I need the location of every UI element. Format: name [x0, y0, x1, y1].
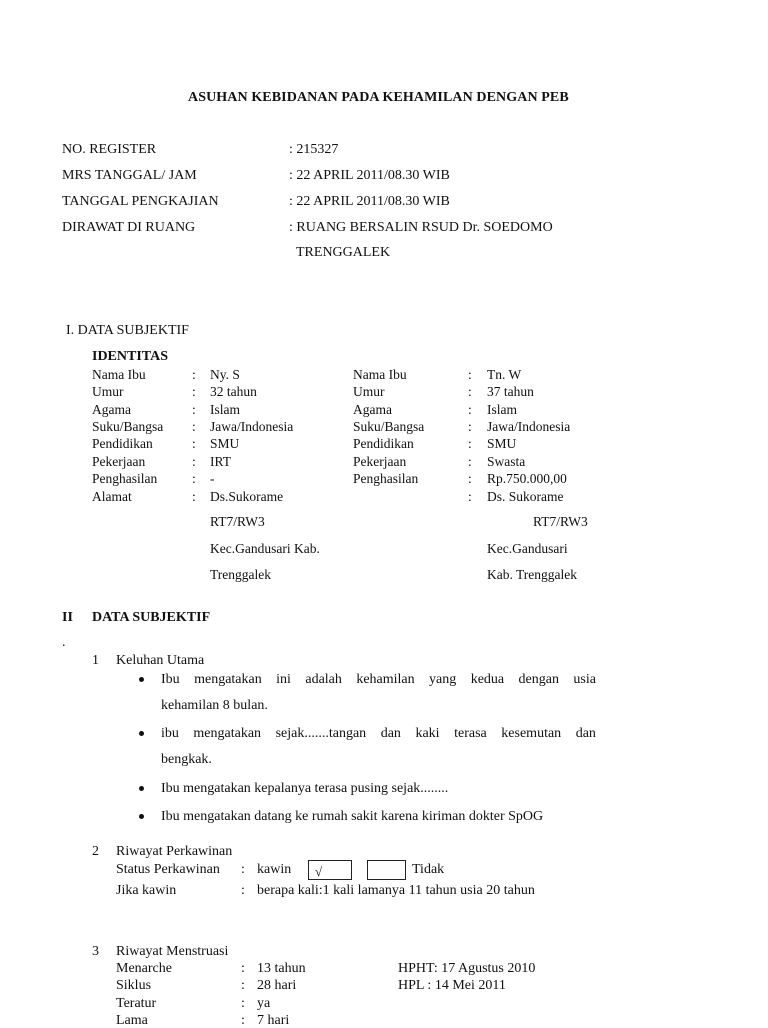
menstruasi-row-label: Siklus [116, 978, 152, 993]
keluhan-bullet1-line1 [161, 673, 596, 687]
id-left-colon: : [192, 454, 196, 469]
document-title: ASUHAN KEBIDANAN PADA KEHAMILAN DENGAN PEB [188, 90, 569, 105]
word: dengan [518, 672, 559, 687]
field-value-ruang: : RUANG BERSALIN RSUD Dr. SOEDOMO [289, 220, 553, 235]
word: adalah [305, 672, 342, 687]
hpht-value: HPHT: 17 Agustus 2010 [398, 961, 536, 976]
section2-heading: DATA SUBJEKTIF [92, 610, 211, 625]
word: ibu [161, 726, 179, 741]
id-right-colon: : [468, 489, 472, 504]
id-left-colon: : [192, 489, 196, 504]
word: dan [380, 726, 401, 741]
id-right-colon: : [468, 367, 472, 382]
id-left-value: Ds.Sukorame [210, 489, 284, 504]
id-right-label: Umur [353, 384, 385, 399]
id-right-address-line: Kab. Trenggalek [487, 567, 577, 582]
id-right-value: Tn. W [487, 367, 522, 382]
id-right-colon: : [468, 436, 472, 451]
stray-mark: . [62, 635, 66, 650]
check-icon: √ [315, 864, 323, 879]
id-right-colon: : [468, 471, 472, 486]
id-right-label: Pendidikan [353, 436, 414, 451]
perkawinan-label: Riwayat Perkawinan [116, 844, 233, 859]
id-left-label: Umur [92, 384, 124, 399]
menstruasi-row-label: Teratur [116, 996, 157, 1011]
id-left-colon: : [192, 436, 196, 451]
word: kaki [415, 726, 440, 741]
id-left-label: Suku/Bangsa [92, 419, 164, 434]
id-left-address-line: RT7/RW3 [210, 514, 265, 529]
id-right-label: Agama [353, 402, 392, 417]
id-left-value: Jawa/Indonesia [210, 419, 294, 434]
menstruasi-row-colon: : [241, 1013, 245, 1028]
word: mengatakan [193, 726, 262, 741]
menstruasi-row-colon: : [241, 996, 245, 1011]
bullet-icon [139, 677, 144, 682]
word: usia [573, 672, 596, 687]
id-right-colon: : [468, 419, 472, 434]
id-left-colon: : [192, 384, 196, 399]
id-right-value: Ds. Sukorame [487, 489, 564, 504]
id-right-value: Swasta [487, 454, 526, 469]
hpl-value: HPL : 14 Mei 2011 [398, 978, 506, 993]
section2-number: II [62, 610, 73, 625]
bullet-icon [139, 786, 144, 791]
menstruasi-number: 3 [92, 944, 99, 959]
tidak-checkbox[interactable] [367, 860, 406, 880]
id-left-label: Pekerjaan [92, 454, 146, 469]
id-left-value: 32 tahun [210, 384, 257, 399]
bullet-icon [139, 731, 144, 736]
word: sejak.......tangan [275, 726, 367, 741]
word: kehamilan [356, 672, 415, 687]
word: mengatakan [194, 672, 262, 687]
identitas-heading: IDENTITAS [92, 349, 168, 364]
id-right-colon: : [468, 402, 472, 417]
status-perkawinan-label: Status Perkawinan [116, 862, 220, 877]
field-value-pengkajian: : 22 APRIL 2011/08.30 WIB [289, 194, 450, 209]
tidak-option-label: Tidak [412, 862, 445, 877]
id-left-label: Penghasilan [92, 471, 158, 486]
kawin-option-label: kawin [257, 862, 292, 877]
id-left-value: Islam [210, 402, 240, 417]
id-right-label: Nama Ibu [353, 367, 407, 382]
field-label-pengkajian: TANGGAL PENGKAJIAN [62, 194, 219, 209]
id-left-address-line: Kec.Gandusari Kab. [210, 541, 320, 556]
id-left-colon: : [192, 367, 196, 382]
word: ini [276, 672, 291, 687]
field-label-ruang: DIRAWAT DI RUANG [62, 220, 196, 235]
jika-kawin-value: berapa kali:1 kali lamanya 11 tahun usia 20 tahun [257, 883, 535, 898]
field-label-mrs: MRS TANGGAL/ JAM [62, 168, 197, 183]
field-value-ruang-cont: TRENGGALEK [296, 245, 391, 260]
keluhan-label: Keluhan Utama [116, 653, 205, 668]
keluhan-bullet2-line1 [161, 727, 596, 741]
perkawinan-number: 2 [92, 844, 99, 859]
menstruasi-row-value: ya [257, 996, 271, 1011]
id-left-value: IRT [210, 454, 231, 469]
id-right-value: SMU [487, 436, 517, 451]
menstruasi-row-colon: : [241, 978, 245, 993]
jika-kawin-colon: : [241, 883, 245, 898]
kawin-checkbox[interactable] [308, 860, 352, 880]
status-perkawinan-colon: : [241, 862, 245, 877]
word: yang [429, 672, 457, 687]
keluhan-bullet2-line2: bengkak. [161, 752, 212, 767]
menstruasi-row-colon: : [241, 961, 245, 976]
id-left-value: Ny. S [210, 367, 240, 382]
id-right-label: Suku/Bangsa [353, 419, 425, 434]
id-left-label: Pendidikan [92, 436, 153, 451]
id-right-value: Rp.750.000,00 [487, 471, 567, 486]
keluhan-bullet4: Ibu mengatakan datang ke rumah sakit karena kiriman dokter SpOG [161, 809, 544, 824]
keluhan-number: 1 [92, 653, 99, 668]
id-left-value: SMU [210, 436, 240, 451]
id-left-colon: : [192, 402, 196, 417]
keluhan-bullet1-line2: kehamilan 8 bulan. [161, 698, 268, 713]
menstruasi-row-label: Lama [116, 1013, 148, 1028]
field-value-register: : 215327 [289, 142, 339, 157]
id-left-colon: : [192, 419, 196, 434]
id-left-colon: : [192, 471, 196, 486]
word: terasa [454, 726, 487, 741]
id-left-address-line: Trenggalek [210, 567, 271, 582]
word: kedua [470, 672, 505, 687]
menstruasi-row-label: Menarche [116, 961, 172, 976]
id-left-value: - [210, 471, 215, 486]
word: dan [575, 726, 596, 741]
id-right-label: Penghasilan [353, 471, 419, 486]
id-right-value: Jawa/Indonesia [487, 419, 571, 434]
id-right-colon: : [468, 384, 472, 399]
word: kesemutan [501, 726, 562, 741]
field-value-mrs: : 22 APRIL 2011/08.30 WIB [289, 168, 450, 183]
word: Ibu [161, 672, 180, 687]
id-right-value: Islam [487, 402, 517, 417]
id-right-value: 37 tahun [487, 384, 534, 399]
field-label-register: NO. REGISTER [62, 142, 157, 157]
menstruasi-row-value: 13 tahun [257, 961, 306, 976]
id-right-address-line: RT7/RW3 [533, 514, 588, 529]
keluhan-bullet3: Ibu mengatakan kepalanya terasa pusing sejak........ [161, 781, 449, 796]
id-left-label: Alamat [92, 489, 132, 504]
id-left-label: Agama [92, 402, 131, 417]
id-right-colon: : [468, 454, 472, 469]
menstruasi-row-value: 7 hari [257, 1013, 290, 1028]
jika-kawin-label: Jika kawin [116, 883, 177, 898]
id-left-label: Nama Ibu [92, 367, 146, 382]
menstruasi-label: Riwayat Menstruasi [116, 944, 229, 959]
id-right-address-line: Kec.Gandusari [487, 541, 568, 556]
menstruasi-row-value: 28 hari [257, 978, 297, 993]
section1-heading: I. DATA SUBJEKTIF [66, 323, 189, 338]
bullet-icon [139, 814, 144, 819]
id-right-label: Pekerjaan [353, 454, 407, 469]
